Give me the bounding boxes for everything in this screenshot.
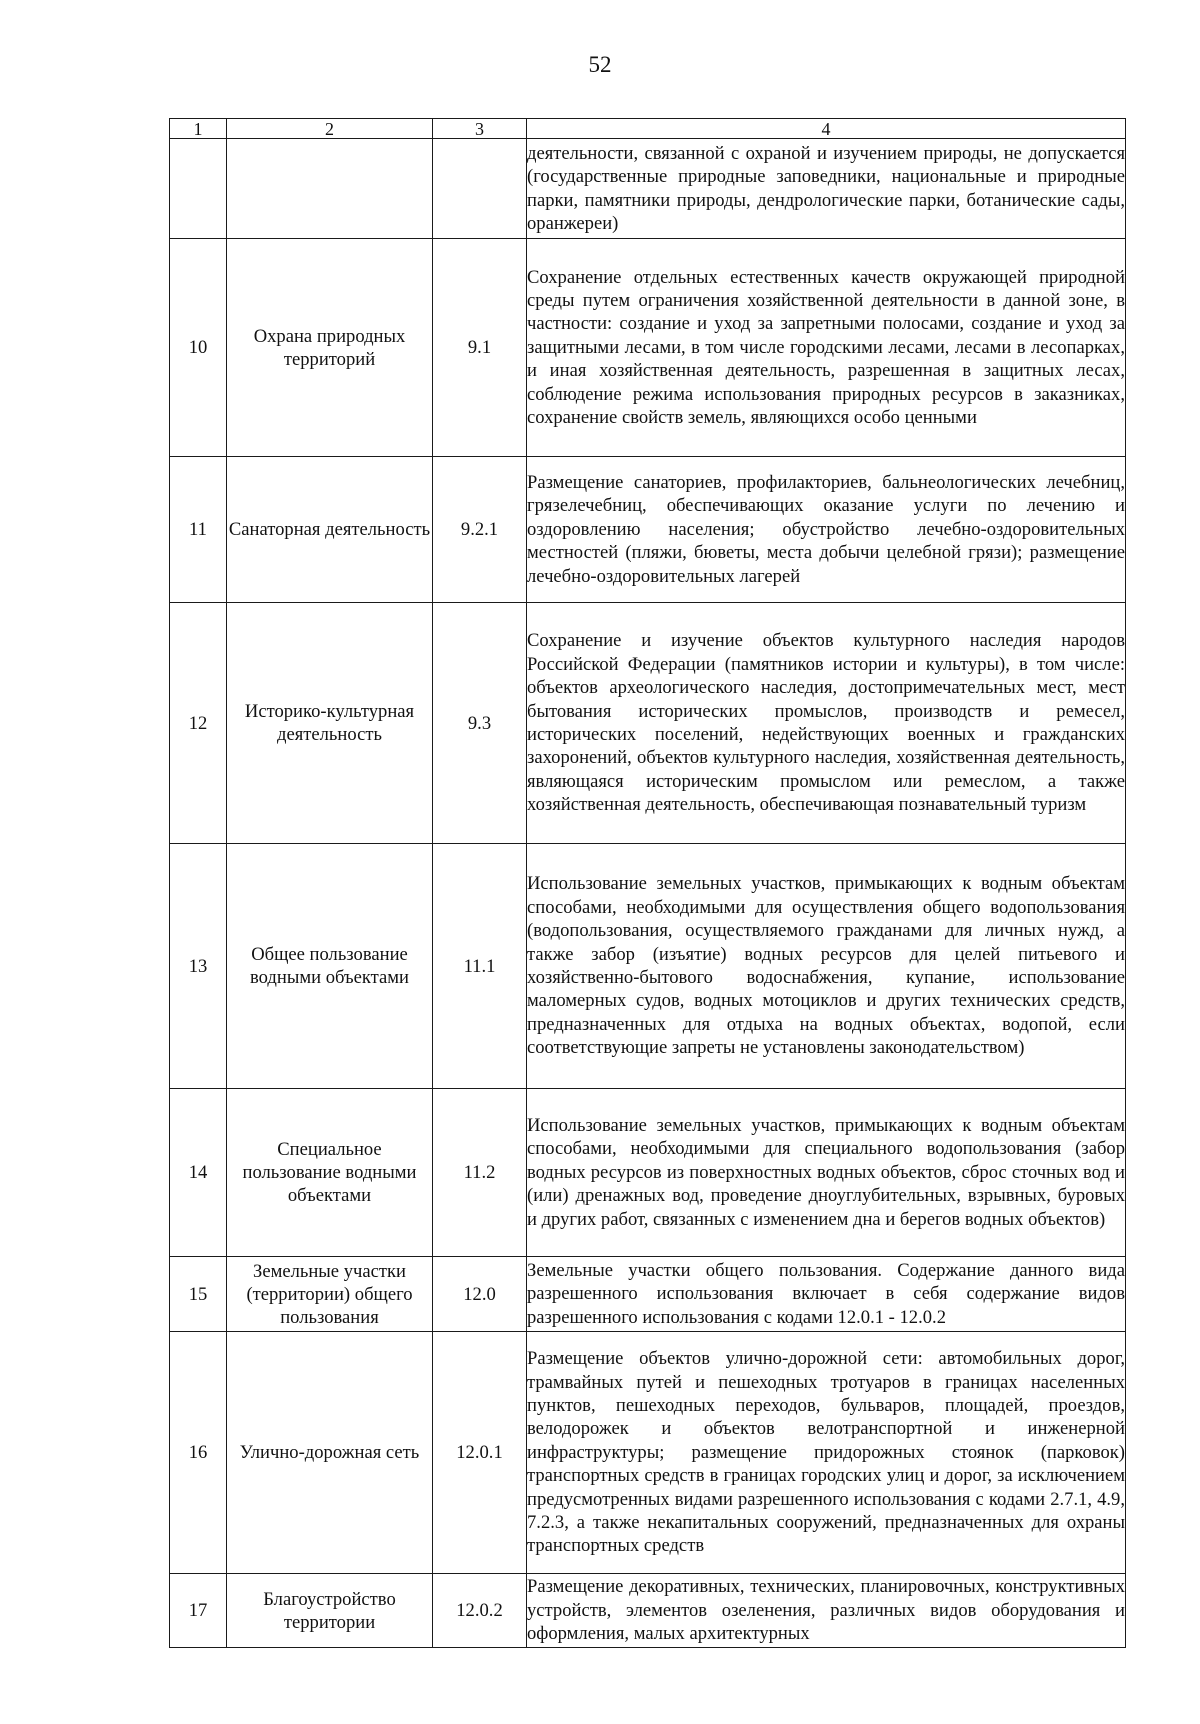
row-number: 10: [170, 239, 227, 457]
table-row: [170, 1332, 1126, 1574]
table-row: [170, 1574, 1126, 1648]
row-description: Размещение объектов улично-дорожной сети: автомобильных дорог, трамвайных путей и пешеходных тротуаров в границах населенных пунктов, пешеходных переходов, бульваров, площадей, проездов, велодорожек и объектов велотранспортной и инженерной инфраструктуры; размещение придорожных стоянок (парковок) транспортных средств в границах городских улиц и дорог, за исключением предусмотренных видами разрешенного использования с кодами 2.7.1, 4.9, 7.2.3, а также некапитальных сооружений, предназначенных для охраны транспортных средств: [527, 1332, 1126, 1574]
row-code: 12.0: [433, 1257, 527, 1332]
table-row: [170, 844, 1126, 1089]
header-col-2: 2: [227, 119, 433, 139]
row-number: 12: [170, 603, 227, 844]
row-code: [433, 139, 527, 239]
row-description: Размещение санаториев, профилакториев, бальнеологических лечебниц, грязелечебниц, обеспечивающих оказание услуги по лечению и оздоровлению населения; обустройство лечебно-оздоровительных местностей (пляжи, бюветы, места добычи целебной грязи); размещение лечебно-оздоровительных лагерей: [527, 457, 1126, 603]
table-row: [170, 603, 1126, 844]
row-number: 15: [170, 1257, 227, 1332]
row-description: Сохранение отдельных естественных качеств окружающей природной среды путем ограничения хозяйственной деятельности в данной зоне, в частности: создание и уход за запретными полосами, создание и уход за защитными лесами, в том числе городскими лесами, лесами в лесопарках, и иная хозяйственная деятельность, разрешенная в защитных лесах, соблюдение режима использования природных ресурсов в заказниках, сохранение свойств земель, являющихся особо ценными: [527, 239, 1126, 457]
row-number: 14: [170, 1089, 227, 1257]
row-description: Использование земельных участков, примыкающих к водным объектам способами, необходимыми для специального водопользования (забор водных ресурсов из поверхностных водных объектов, сброс сточных вод и (или) дренажных вод, проведение дноуглубительных, взрывных, буровых и других работ, связанных с изменением дна и берегов водных объектов): [527, 1089, 1126, 1257]
row-description: Сохранение и изучение объектов культурного наследия народов Российской Федерации (памятников истории и культуры), в том числе: объектов археологического наследия, достопримечательных мест, мест бытования исторических промыслов, производств и ремесел, исторических поселений, недействующих военных и гражданских захоронений, объектов культурного наследия, хозяйственная деятельность, являющаяся историческим промыслом или ремеслом, а также хозяйственная деятельность, обеспечивающая познавательный туризм: [527, 603, 1126, 844]
header-col-4: 4: [527, 119, 1126, 139]
row-code: 9.1: [433, 239, 527, 457]
row-number: 17: [170, 1574, 227, 1648]
table-row: [170, 1089, 1126, 1257]
row-name: Благоустройство территории: [227, 1574, 433, 1648]
row-name: Земельные участки (территории) общего пользования: [227, 1257, 433, 1332]
table-header-row: [170, 119, 1126, 139]
row-description: Размещение декоративных, технических, планировочных, конструктивных устройств, элементов озеленения, различных видов оборудования и оформления, малых архитектурных: [527, 1574, 1126, 1648]
header-col-1: 1: [170, 119, 227, 139]
row-number: [170, 139, 227, 239]
row-name: Улично-дорожная сеть: [227, 1332, 433, 1574]
table-row: [170, 139, 1126, 239]
row-number: 13: [170, 844, 227, 1089]
row-name: Общее пользование водными объектами: [227, 844, 433, 1089]
row-name: Специальное пользование водными объектами: [227, 1089, 433, 1257]
row-description: деятельности, связанной с охраной и изучением природы, не допускается (государственные природные заповедники, национальные и природные парки, памятники природы, дендрологические парки, ботанические сады, оранжереи): [527, 139, 1126, 239]
row-code: 12.0.1: [433, 1332, 527, 1574]
row-name: Историко-культурная деятельность: [227, 603, 433, 844]
row-description: Использование земельных участков, примыкающих к водным объектам способами, необходимыми для осуществления общего водопользования (водопользования, осуществляемого гражданами для личных нужд, а также забор (изъятие) водных ресурсов для целей питьевого и хозяйственно-бытового водоснабжения, купание, использование маломерных судов, водных мотоциклов и других технических средств, предназначенных для отдыха на водных объектах, водопой, если соответствующие запреты не установлены законодательством): [527, 844, 1126, 1089]
row-code: 9.3: [433, 603, 527, 844]
row-name: [227, 139, 433, 239]
land-use-table: [169, 118, 1126, 1648]
row-name: Санаторная деятельность: [227, 457, 433, 603]
row-number: 11: [170, 457, 227, 603]
header-col-3: 3: [433, 119, 527, 139]
row-number: 16: [170, 1332, 227, 1574]
table-row: [170, 1257, 1126, 1332]
row-code: 12.0.2: [433, 1574, 527, 1648]
table-row: [170, 239, 1126, 457]
row-code: 11.2: [433, 1089, 527, 1257]
page-number: 52: [588, 52, 612, 77]
row-name: Охрана природных территорий: [227, 239, 433, 457]
row-code: 11.1: [433, 844, 527, 1089]
table-row: [170, 457, 1126, 603]
row-code: 9.2.1: [433, 457, 527, 603]
row-description: Земельные участки общего пользования. Содержание данного вида разрешенного использования включает в себя содержание видов разрешенного использования с кодами 12.0.1 - 12.0.2: [527, 1257, 1126, 1332]
